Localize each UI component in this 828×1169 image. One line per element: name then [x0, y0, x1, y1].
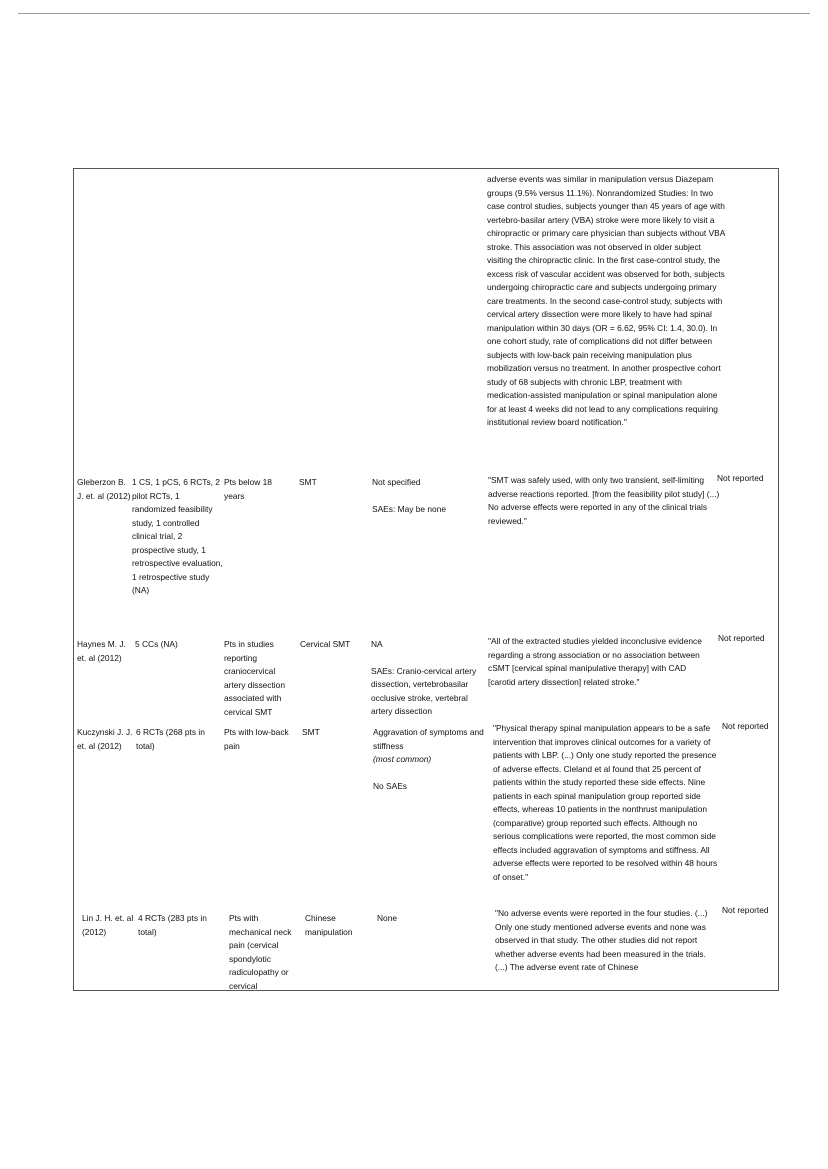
evidence-table [73, 168, 779, 991]
page-header-rule [18, 13, 810, 14]
row-3-adverse-events [373, 726, 491, 793]
row-2-author: Haynes M. J. et. al (2012) [77, 639, 126, 663]
row-4-adverse-events-text: None [377, 913, 398, 923]
row-2-conclusion: "All of the extracted studies yielded inconclusive evidence regarding a strong association or no association between cSMT [cervical spinal manipulative therapy] with CAD [carotid artery dissection] related stroke." [488, 636, 702, 687]
row-2-adverse-events-text: NA [371, 639, 383, 649]
row-3-conclusion: "Physical therapy spinal manipulation appears to be a safe intervention that improves clinical outcomes for a variety of patients with LBP. (...) Only one study reported the presence of adverse effects. Cleland et al found that 25 percent of patients within the study reported these side effects. Nine patients in each spinal manipulation group reported side effects, whereas 10 patients in the nonthrust manipulation (comparative) group reported such effects. Although no serious complications were reported, the most common side effects included aggravation of symptoms and stiffness. All adverse effects were reported to be resolved within 48 hours of onset." [493, 723, 718, 882]
row-3-studies: 6 RCTs (268 pts in total) [136, 727, 205, 751]
row-3-quality: Not reported [722, 721, 769, 731]
row-2-population: Pts in studies reporting craniocervical artery dissection associated with cervical SMT [224, 639, 285, 717]
row-4-author: Lin J. H. et. al (2012) [82, 913, 134, 937]
continuation-conclusion-cell: adverse events was similar in manipulation versus Diazepam groups (9.5% versus 11.1%). Nonrandomized Studies: In two case control studies, subjects younger than 45 years of age with vertebro-basilar artery (VBA) stroke were more likely to visit a chiropractic or primary care physician than subjects without VBA stroke. This association was not observed in older subject visiting the chiropractic clinic. In the first case-control study, the excess risk of vascular accident was observed for both, subjects undergoing chiropractic care and subjects undergoing primary care treatments. In the second case-control study, subjects with cervical artery dissection were more likely to have had spinal manipulation within 30 days (OR = 6.62, 95% CI: 1.4, 30.0). In one cohort study, rate of complications did not differ between subjects with low-back pain receiving manipulation plus mobilization versus no treatment. In another prospective cohort study of 68 subjects with chronic LBP, treatment with medication-assisted manipulation or spinal manipulation alone for at least 4 weeks did not lead to any complications requiring institutional review board notification." [487, 174, 725, 427]
row-4-intervention: Chinese manipulation [305, 913, 353, 937]
row-4-adverse-events [377, 912, 487, 926]
row-1-quality: Not reported [717, 473, 764, 483]
row-4-studies: 4 RCTs (283 pts in total) [138, 913, 207, 937]
row-3-adverse-events-text: Aggravation of symptoms and stiffness [373, 727, 484, 751]
row-1-intervention: SMT [299, 477, 317, 487]
row-3-population: Pts with low-back pain [224, 727, 289, 751]
row-2-quality: Not reported [718, 633, 765, 643]
row-1-conclusion: "SMT was safely used, with only two transient, self-limiting adverse reactions reported. [from the feasibility pilot study] (...) No adverse effects were reported in any of the clinical trials reviewed." [488, 475, 720, 526]
row-3-adverse-events-note: (most common) [373, 754, 432, 764]
row-1-author: Gleberzon B. J. et. al (2012) [77, 477, 131, 501]
row-1-adverse-events-text: Not specified [372, 477, 421, 487]
row-4-population: Pts with mechanical neck pain (cervical spondylotic radiculopathy or cervical [229, 913, 292, 991]
row-1-adverse-events [372, 476, 490, 516]
row-2-intervention: Cervical SMT [300, 639, 351, 649]
row-1-population: Pts below 18 years [224, 477, 272, 501]
row-3-author: Kuczynski J. J. et. al (2012) [77, 727, 133, 751]
row-1-serious-adverse-events: SAEs: May be none [372, 503, 447, 514]
row-3-intervention: SMT [302, 727, 320, 737]
row-3-serious-adverse-events: No SAEs [373, 780, 407, 791]
row-4-conclusion: "No adverse events were reported in the four studies. (...) Only one study mentioned adverse events and none was observed in that study. The other studies did not report whether adverse events had been measured in the trials. (...) The adverse event rate of Chinese [495, 908, 708, 972]
row-2-serious-adverse-events: SAEs: Cranio-cervical artery dissection, vertebrobasilar occlusive stroke, vertebral artery dissection [371, 665, 477, 716]
row-4-quality: Not reported [722, 905, 769, 915]
row-2-studies: 5 CCs (NA) [135, 639, 178, 649]
row-2-adverse-events [371, 638, 489, 719]
row-1-studies: 1 CS, 1 pCS, 6 RCTs, 2 pilot RCTs, 1 randomized feasibility study, 1 controlled clinical trial, 2 prospective study, 1 retrospective evaluation, 1 retrospective study (NA) [132, 477, 223, 595]
